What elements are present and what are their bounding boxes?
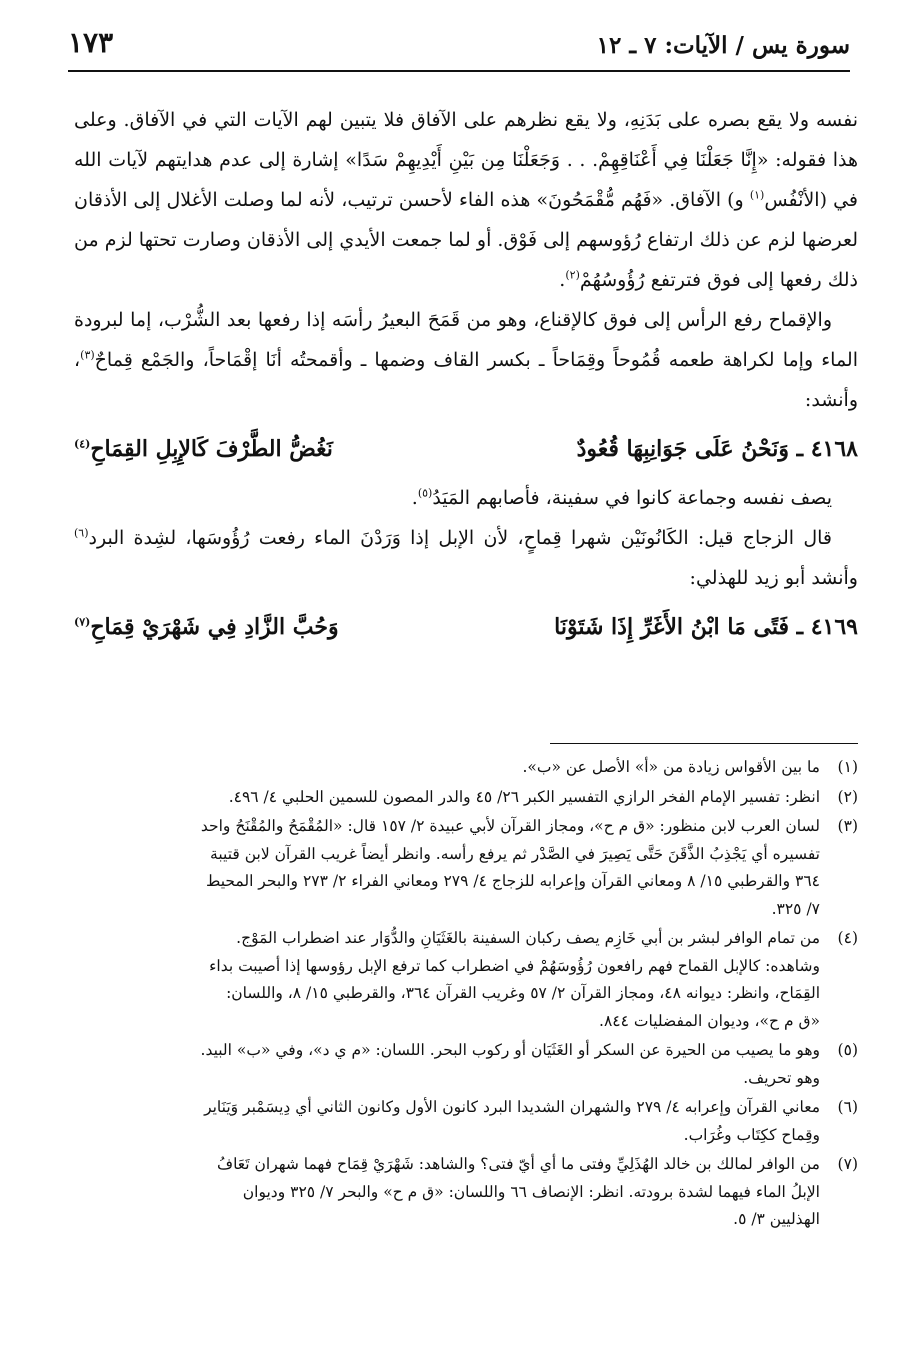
footnote-number: (٥): [837, 1041, 858, 1059]
footnote-text: [74, 813, 820, 923]
paragraph-1-end: .: [559, 269, 566, 291]
footnote-number: (١): [837, 758, 858, 776]
footnote-text: [74, 925, 820, 1035]
paragraph-1-text: نفسه ولا يقع بصره على بَدَنِهِ، ولا يقع نظرهم على الآفاق فلا يتبين لهم الآيات التي في الآفاق. وعلى هذا فقوله: «إِنَّا جَعَلْنَا فِي أَعْنَاقِهِمْ. . . وَجَعَلْنَا مِن بَيْنِ أَيْدِيهِمْ سَدًا» إشارة إلى عدم هدايتهم لآيات الله في (الأنْفُس: [74, 109, 858, 211]
footnote-ref: (٣): [80, 348, 95, 362]
paragraph-2-text: والإقماح رفع الرأس إلى فوق كالإقناع، وهو من قَمَحَ البعيرُ رأسَه إذا رفعها بعد الشُّرْب، إما لبرودة الماء وإما لكراهة طعمه قُمُوحاً وقِمَاحاً ـ بكسر القاف وضمها ـ وأقمحتُه أنَا إقْمَاحاً، والجَمْع قِماحٌ: [74, 309, 858, 371]
main-text: [74, 100, 858, 656]
footnote-ref: (٦): [74, 526, 89, 540]
verse-second-hemistich: [74, 604, 339, 650]
footnote-line: ما بين الأقواس زيادة من «أ» الأصل عن «ب».: [522, 758, 820, 776]
verse-first-hemistich: ٤١٦٨ ـ وَنَحْنُ عَلَى جَوَانِبِهَا قُعُودٌ: [576, 436, 858, 462]
paragraph-3: [74, 478, 858, 518]
footnote-line: القِمَاح، وانظر: ديوانه ٤٨، ومجاز القرآن ٢/ ٥٧ وغريب القرآن ٣٦٤، والقرطبي ١٥/ ٨، واللسان:: [226, 984, 820, 1002]
footnote-item: [74, 754, 858, 782]
running-head: سورة يس / الآيات: ٧ ـ ١٢: [596, 32, 850, 59]
footnote-ref: (١): [749, 188, 765, 202]
footnote-number: (٧): [837, 1155, 858, 1173]
footnote-line: الإبلُ الماء فيهما لشدة برودته. انظر: الإنصاف ٦٦ واللسان: «ق م ح» والبحر ٧/ ٣٢٥ وديوان: [242, 1182, 820, 1201]
paragraph-1-text-cont: و) الآفاق. «فَهُم مُّقْمَحُونَ» هذه الفاء لأحسن ترتيب، لأنه لما وصلت الأغلال إلى الأذقان لعرضها لزم عن ذلك ارتفاع رُؤوسهم إلى فَوْق. أو لما جمعت الأيدي إلى الأذقان وصارت تحتها لزم من ذلك رفعها إلى فوق فترتفع رُؤُوسُهُمْ: [74, 189, 858, 291]
footnote-text: [74, 1094, 820, 1149]
paragraph-3-end: .: [411, 487, 418, 509]
footnotes: [74, 754, 858, 1236]
footnote-separator: [550, 743, 858, 744]
footnote-line: معاني القرآن وإعرابه ٤/ ٢٧٩ والشهران الشديدا البرد كانون الأول وكانون الثاني أي دِيسَمْبر وَيَنَاير: [204, 1098, 820, 1116]
paragraph-3-text: يصف نفسه وجماعة كانوا في سفينة، فأصابهم المَيَدُ: [432, 487, 832, 509]
footnote-line: لسان العرب لابن منظور: «ق م ح»، ومجاز القرآن لأبي عبيدة ٢/ ١٥٧ قال: «المُقْمَحُ والمُقْنَحُ واحد: [200, 817, 820, 835]
paragraph-1: [74, 100, 858, 300]
footnote-line: وقِماح ككِتَاب وغُرَاب.: [683, 1125, 820, 1144]
footnote-line: من تمام الوافر لبشر بن أبي خَازِم يصف ركبان السفينة بالغَثَيَانِ والدُّوَار عند اضطراب المَوْج.: [236, 929, 820, 947]
poetry-verse-4168: [74, 426, 858, 472]
footnote-ref: (٢): [565, 268, 580, 282]
poetry-verse-4169: [74, 604, 858, 650]
footnote-item: [74, 784, 858, 812]
paragraph-4-end: وأنشد أبو زيد للهذلي:: [689, 567, 858, 589]
footnote-text: [74, 1037, 820, 1092]
verse-second-hemistich-text: وَحُبَّ الزَّادِ فِي شَهْرَيْ قِمَاحِ: [90, 614, 339, 640]
paragraph-4: [74, 518, 858, 598]
verse-first-hemistich: ٤١٦٩ ـ فَتًى مَا ابْنُ الأَغَرِّ إِذَا شَتَوْنَا: [554, 614, 858, 640]
footnote-number: (٢): [837, 787, 858, 806]
footnote-item: [74, 1037, 858, 1092]
footnote-ref: (٤): [74, 437, 91, 451]
footnote-number: (٤): [837, 929, 858, 947]
paragraph-2: [74, 300, 858, 420]
footnote-ref: (٥): [417, 486, 433, 500]
footnote-line: «ق م ح»، وديوان المفضليات ٨٤٤.: [599, 1011, 820, 1030]
footnote-ref: (٧): [74, 615, 91, 629]
footnote-line: ٧/ ٣٢٥.: [771, 899, 820, 918]
footnote-item: [74, 1151, 858, 1234]
footnote-line: وهو ما يصيب من الحيرة عن السكر أو الغَثَيَان أو ركوب البحر. اللسان: «م ي د»، وفي «ب» البيد.: [200, 1041, 820, 1059]
footnote-line: ٣٦٤ والقرطبي ١٥/ ٨ ومعاني القرآن وإعرابه للزجاج ٤/ ٢٧٩ ومعاني الفراء ٢/ ٢٧٣ والبحر المحيط: [205, 872, 820, 890]
footnote-item: [74, 813, 858, 923]
verse-second-hemistich: [74, 426, 333, 472]
footnote-number: (٦): [837, 1098, 858, 1116]
footnote-text: [74, 784, 820, 812]
footnote-item: [74, 1094, 858, 1149]
verse-second-hemistich-text: نَغُضُّ الطَّرْفَ كَالإِبِلِ القِمَاحِ: [90, 436, 333, 462]
paragraph-2-end: ، وأنشد:: [74, 349, 858, 411]
page-header: [68, 26, 850, 72]
footnote-number: (٣): [837, 817, 858, 835]
footnote-line: تفسيره أي يَجْذِبُ الذَّقَنَ حَتَّى يَصِيرَ في الصَّدْر ثم يرفع رأسه. وانظر أيضاً غريب القرآن لابن قتيبة: [210, 844, 820, 863]
footnote-line: وهو تحريف.: [743, 1068, 820, 1087]
footnote-item: [74, 925, 858, 1035]
footnote-line: وشاهده: كالإبل القماح فهم رافعون رُؤُوسَهُمْ في اضطراب كما ترفع الإبل رؤوسها إذا أصيبت بداء: [209, 956, 820, 975]
footnote-text: [74, 754, 820, 782]
footnote-line: انظر: تفسير الإمام الفخر الرازي التفسير الكبر ٢٦/ ٤٥ والدر المصون للسمين الحلبي ٤/ ٤٩٦.: [228, 787, 820, 806]
footnote-line: الهذليين ٣/ ٥.: [733, 1210, 820, 1228]
footnote-line: من الوافر لمالك بن خالد الهُذَلِيِّ وفتى ما أي أيّ فتى؟ والشاهد: شَهْرَيْ قِمَاح فهما شهران تَعَافُ: [217, 1155, 820, 1173]
paragraph-4-text: قال الزجاج قيل: الكَانُونَيْن شهرا قِماحٍ، لأن الإبل إذا وَرَدْنَ الماء رفعت رُؤُوسَها، لشِدة البرد: [88, 527, 832, 549]
footnote-text: [74, 1151, 820, 1234]
page-number: ١٧٣: [68, 26, 114, 59]
